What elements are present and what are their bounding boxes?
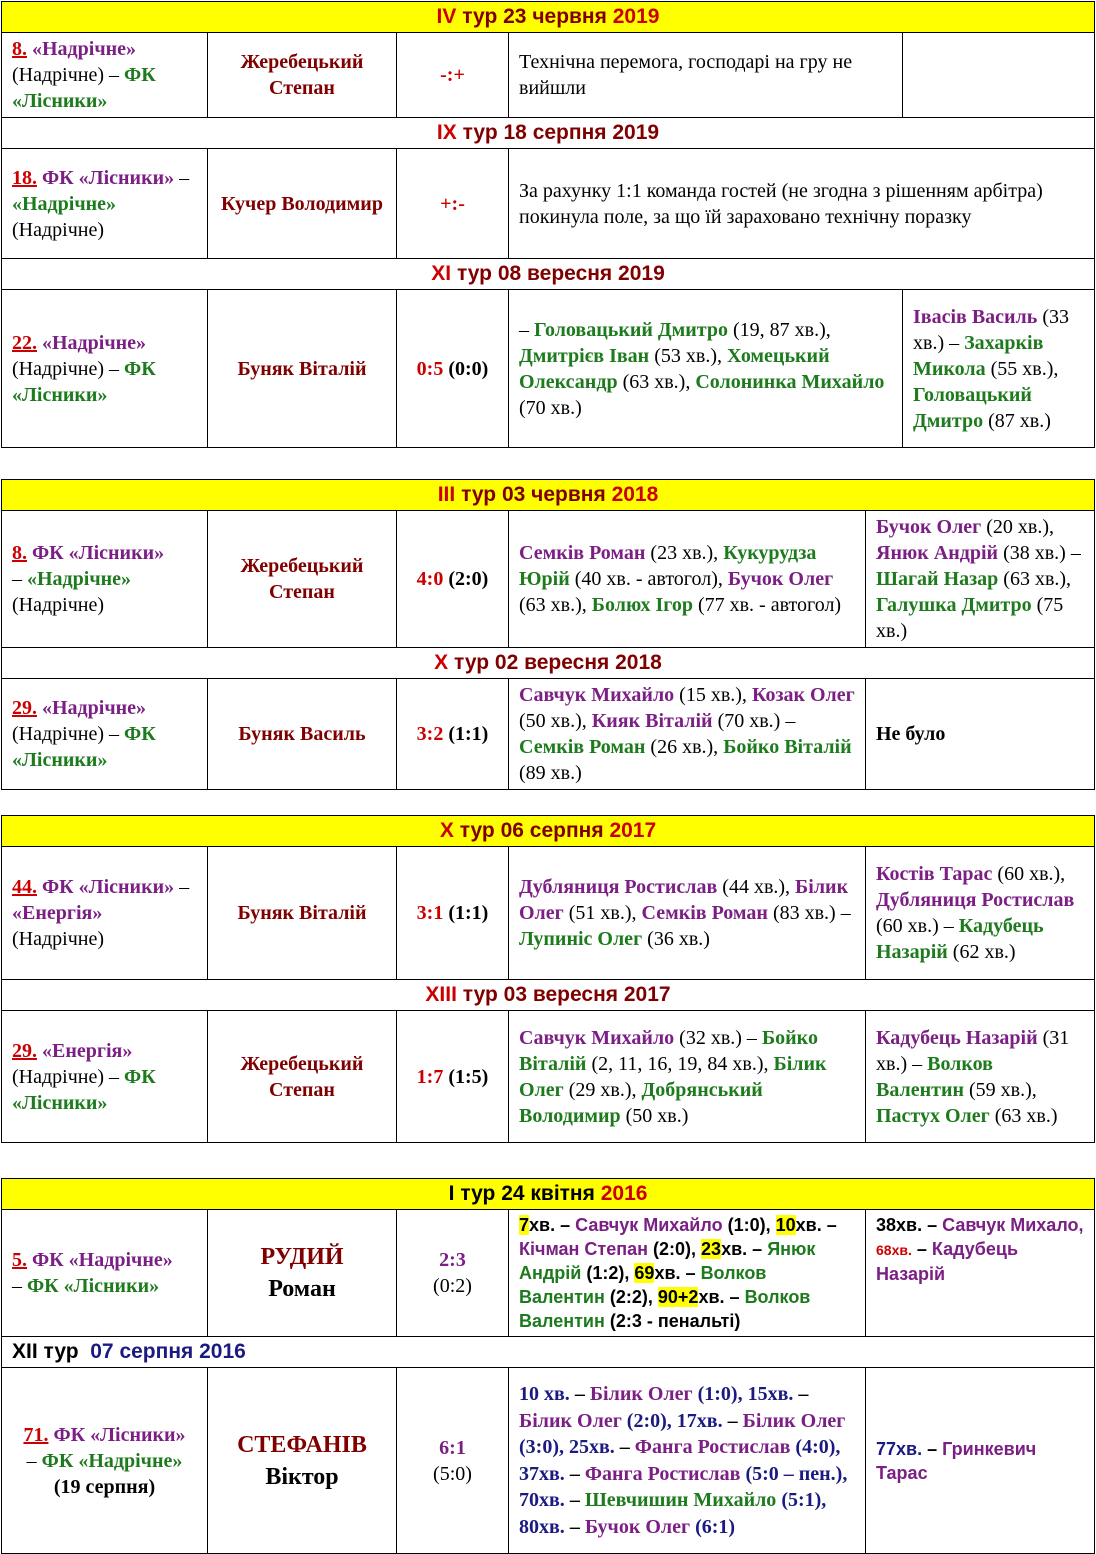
season-2017-table <box>1 815 1095 1143</box>
scorer: Савчук Михайло <box>519 684 675 706</box>
minute-unit: хв. <box>721 1239 748 1259</box>
match-teams <box>2 1368 208 1554</box>
round-header <box>2 118 1095 149</box>
match-note: Технічна перемога, господарі на гру не вийшли <box>509 33 903 118</box>
goal-time: 69 <box>634 1263 655 1283</box>
scorer: Козак Олег <box>751 684 855 706</box>
running-score: (2:0), <box>626 1409 672 1432</box>
home-team: ФК «Надрічне» <box>32 1249 173 1271</box>
dash: – <box>729 1287 740 1307</box>
score <box>397 149 509 259</box>
away-city: (Надрічне) <box>12 218 105 241</box>
home-team: «Надрічне» <box>32 38 137 60</box>
match-row <box>2 847 1095 980</box>
card-time: 38хв. <box>876 1215 923 1235</box>
round-header <box>2 648 1095 679</box>
minute: (62 хв.) <box>952 941 1016 963</box>
goals-cell <box>509 1368 866 1554</box>
goals-cell <box>509 511 866 648</box>
match-row <box>2 33 1095 118</box>
round-date: 02 вересня <box>494 651 610 674</box>
cards-cell <box>866 1368 1095 1554</box>
goals-cell <box>509 1011 866 1143</box>
goal-time: 80хв. <box>519 1515 565 1538</box>
minute: (15 хв.), <box>679 684 747 706</box>
minute: (19, 87 хв.), <box>733 318 831 341</box>
minute: (38 хв.) – <box>1003 542 1081 564</box>
goal-time: 7 <box>519 1215 530 1235</box>
round-label: тур <box>454 651 490 674</box>
match-teams <box>2 679 208 790</box>
half-time-score: (0:0) <box>448 357 489 380</box>
home-team: ФК «Лісники» <box>32 542 165 564</box>
scorer: Кукурудза Юрій <box>519 542 817 590</box>
scorer: Бучок Олег <box>584 1515 691 1538</box>
goal-time: 23 <box>701 1239 722 1259</box>
running-score: (5:1), <box>781 1489 827 1511</box>
minute: (26 хв.), <box>650 736 719 758</box>
match-number: 18. <box>12 166 37 189</box>
minute: (55 хв.), <box>990 357 1059 380</box>
minute-unit: хв. <box>795 1215 822 1235</box>
minute: (70 хв.) <box>519 396 582 419</box>
goal-time: 25хв. <box>568 1436 615 1458</box>
dash: – <box>12 568 22 590</box>
running-score: (6:1) <box>695 1515 736 1538</box>
round-number: XIII <box>425 983 457 1006</box>
round-header <box>2 259 1095 290</box>
half-time-score: (1:1) <box>448 723 489 745</box>
goal-time: 10 хв. <box>519 1383 570 1405</box>
cards-cell <box>866 847 1095 980</box>
match-number: 71. <box>23 1423 49 1446</box>
round-label: тур <box>462 983 498 1006</box>
round-header <box>2 816 1095 847</box>
away-team: «Енергія» <box>12 902 103 924</box>
minute: (44 хв.), <box>722 876 791 898</box>
referee-first-name: Роман <box>268 1276 336 1302</box>
running-score: (1:2), <box>586 1263 630 1283</box>
minute-unit: хв. <box>529 1215 556 1235</box>
card-time: 77хв. <box>876 1438 923 1459</box>
minute: (32 хв.) – <box>679 1026 757 1049</box>
round-header <box>2 980 1095 1011</box>
round-date: 24 квітня <box>501 1182 595 1205</box>
season-2019-table <box>1 1 1095 448</box>
round-date: 23 червня <box>503 5 607 28</box>
minute: (75 хв.) <box>876 594 1064 642</box>
scorer: Дубляниця Ростислав <box>519 876 718 898</box>
minute: (31 хв.) – <box>876 1026 1070 1075</box>
round-label: тур <box>461 483 497 506</box>
carded-player: Івасів Василь <box>913 305 1038 328</box>
referee: Жеребецький Степан <box>208 33 397 118</box>
away-city: (Надрічне) <box>12 594 105 616</box>
match-number: 29. <box>12 697 37 719</box>
scorer: Добрянський Володимир <box>519 1078 763 1127</box>
dash: – <box>927 1438 938 1459</box>
referee: Буняк Василь <box>208 679 397 790</box>
match-teams <box>2 1011 208 1143</box>
scorer: Білик Олег <box>589 1383 693 1405</box>
goals-cell <box>509 1210 866 1337</box>
match-row <box>2 1210 1095 1337</box>
goal-time: 37хв. <box>519 1462 565 1485</box>
home-team: ФК «Лісники» <box>42 876 175 898</box>
away-team: ФК «Надрічне» <box>41 1449 183 1472</box>
home-team: «Надрічне» <box>42 697 147 719</box>
dash: – <box>619 1436 630 1458</box>
round-header <box>2 480 1095 511</box>
away-team: «Надрічне» <box>27 568 132 590</box>
scorer: Бойко Віталій <box>723 736 852 758</box>
dash: – <box>109 723 120 745</box>
home-team: «Надрічне» <box>42 331 147 354</box>
round-label: тур <box>43 1340 79 1363</box>
minute: (89 хв.) <box>519 762 582 784</box>
home-city: (Надрічне) <box>12 1065 105 1088</box>
round-label: тур <box>459 819 495 842</box>
carded-player: Захарків Микола <box>913 331 1044 380</box>
scorer: Шевчишин Михайло <box>584 1489 777 1511</box>
match-number: 29. <box>12 1039 37 1062</box>
score <box>397 511 509 648</box>
carded-player: Шагай Назар <box>876 568 999 590</box>
away-city: (Надрічне) <box>12 928 105 950</box>
minute: (20 хв.), <box>986 516 1055 538</box>
round-year: 2019 <box>618 262 665 285</box>
minute: (60 хв.) – <box>876 915 954 937</box>
season-2018-table <box>1 479 1095 790</box>
running-score: (1:0), <box>697 1383 743 1405</box>
home-city: (Надрічне) <box>12 723 105 745</box>
scorer: Савчук Михайло <box>575 1215 723 1235</box>
carded-player: Бучок Олег <box>876 516 982 538</box>
carded-player: Галушка Дмитро <box>876 594 1032 616</box>
rescheduled-date: (19 серпня) <box>53 1475 156 1498</box>
minute: (60 хв.), <box>997 863 1066 885</box>
referee: Жеребецький Степан <box>208 511 397 648</box>
goal-time: 15хв. <box>747 1383 794 1405</box>
scorer: Білик Олег <box>519 876 849 924</box>
match-teams <box>2 149 208 259</box>
carded-player: Кадубець Назарій <box>876 1026 1038 1049</box>
match-row <box>2 679 1095 790</box>
cards-cell <box>903 290 1095 448</box>
referee-last-name: РУДИЙ <box>260 1244 344 1270</box>
cards-cell: Не було <box>866 679 1095 790</box>
round-year: 2016 <box>600 1182 648 1205</box>
round-date: 07 серпня <box>90 1340 194 1363</box>
scorer: Білик Олег <box>519 1052 827 1101</box>
scorer: Білик Олег <box>519 1409 622 1432</box>
dash: – <box>109 1065 120 1088</box>
round-date: 18 серпня <box>503 121 607 144</box>
round-number: III <box>437 483 456 506</box>
round-date: 03 червня <box>501 483 606 506</box>
scorer: Семків Роман <box>519 542 646 564</box>
minute: (83 хв.) – <box>772 902 851 924</box>
home-city: (Надрічне) <box>12 64 105 86</box>
running-score: (4:0), <box>795 1436 841 1458</box>
score-value: 2:3 <box>439 1249 466 1271</box>
half-time-score: (1:5) <box>448 1065 489 1088</box>
carded-player: Дубляниця Ростислав <box>876 889 1075 911</box>
score-value: 4:0 <box>416 568 444 590</box>
minute: (50 хв.) <box>625 1104 689 1127</box>
carded-player: Янюк Андрій <box>876 542 999 564</box>
score-value: +:- <box>440 192 465 215</box>
match-number: 22. <box>12 331 37 354</box>
dash: – <box>569 1489 580 1511</box>
score <box>397 1210 509 1337</box>
round-number: IX <box>436 121 457 144</box>
round-number: XI <box>431 262 452 285</box>
scorer: Кічман Степан <box>519 1239 648 1259</box>
carded-player: Костів Тарас <box>876 863 993 885</box>
match-row <box>2 1011 1095 1143</box>
referee <box>208 1368 397 1554</box>
scorer: Головацький Дмитро <box>534 318 728 341</box>
away-team: ФК «Лісники» <box>12 64 156 112</box>
round-number: X <box>439 819 454 842</box>
score-value: 6:1 <box>439 1436 466 1459</box>
half-time-score: (1:1) <box>448 902 489 924</box>
cards-cell <box>903 33 1095 118</box>
minute: (63 хв.), <box>519 594 587 616</box>
home-team: ФК «Лісники» <box>53 1423 186 1446</box>
scorer: Болюх Ігор <box>591 594 693 616</box>
carded-player: Волков Валентин <box>876 1052 993 1101</box>
referee: Кучер Володимир <box>208 149 397 259</box>
minute: (33 хв.) – <box>913 305 1070 354</box>
dash: – <box>927 1215 938 1235</box>
scorer: Волков Валентин <box>519 1263 767 1307</box>
home-team: ФК «Лісники» <box>42 166 175 189</box>
match-number: 5. <box>12 1249 27 1271</box>
dash: – <box>179 876 190 898</box>
round-number: I <box>448 1182 455 1205</box>
round-label: тур <box>462 5 498 28</box>
carded-player: Головацький Дмитро <box>913 383 1032 432</box>
score <box>397 33 509 118</box>
minute: (51 хв.), <box>568 902 637 924</box>
dash: – <box>519 318 529 341</box>
round-date: 06 серпня <box>500 819 604 842</box>
referee: Жеребецький Степан <box>208 1011 397 1143</box>
score <box>397 679 509 790</box>
round-year: 2016 <box>199 1340 246 1363</box>
goal-time: 17хв. <box>676 1409 723 1432</box>
score <box>397 847 509 980</box>
round-date: 03 вересня <box>503 983 619 1006</box>
away-team: «Надрічне» <box>12 192 117 215</box>
scorer: Солонинка Михайло <box>695 370 885 393</box>
home-team: «Енергія» <box>42 1039 133 1062</box>
scorer: Дмитрієв Іван <box>519 344 650 367</box>
round-number: X <box>434 651 449 674</box>
scorer: Кияк Віталій <box>591 710 713 732</box>
running-score: (3:0), <box>519 1436 564 1458</box>
match-number: 44. <box>12 876 37 898</box>
running-score: (5:0 – пен.), <box>745 1462 848 1485</box>
match-row <box>2 1368 1095 1554</box>
minute: (63 хв.), <box>622 370 691 393</box>
round-date: 08 вересня <box>497 262 613 285</box>
minute: (23 хв.), <box>650 542 719 564</box>
goals-cell <box>509 290 903 448</box>
match-teams <box>2 290 208 448</box>
half-time-score: (0:2) <box>433 1275 472 1297</box>
score-value: 0:5 <box>416 357 444 380</box>
season-2016-table <box>1 1178 1095 1554</box>
match-row <box>2 511 1095 648</box>
score-value: 3:2 <box>416 723 444 745</box>
scorer: Білик Олег <box>742 1409 846 1432</box>
round-number: IV <box>436 5 457 28</box>
dash: – <box>560 1215 571 1235</box>
match-teams <box>2 33 208 118</box>
match-number: 8. <box>12 542 27 564</box>
dash: – <box>569 1515 580 1538</box>
scorer: Волков Валентин <box>519 1287 811 1331</box>
scorer: Савчук Михайло <box>519 1026 675 1049</box>
scorer: Янюк Андрій <box>519 1239 816 1283</box>
match-note: За рахунку 1:1 команда гостей (не згодна з рішенням арбітра) покинула поле, за що їй зараховано технічну поразку <box>509 149 1095 259</box>
referee-last-name: СТЕФАНІВ <box>237 1431 367 1458</box>
score <box>397 290 509 448</box>
dash: – <box>179 166 190 189</box>
half-time-score: (2:0) <box>448 568 489 590</box>
cards-cell <box>866 511 1095 648</box>
running-score: (2:0), <box>653 1239 697 1259</box>
goals-cell <box>509 679 866 790</box>
dash: – <box>798 1383 809 1405</box>
half-time-score: (5:0) <box>433 1462 472 1485</box>
round-year: 2017 <box>623 983 671 1006</box>
running-score: (2:2), <box>609 1287 653 1307</box>
round-header <box>2 2 1095 33</box>
score-value: 3:1 <box>416 902 444 924</box>
referee: Буняк Віталій <box>208 847 397 980</box>
carded-player: Кадубець Назарій <box>876 915 1044 963</box>
dash: – <box>12 1275 22 1297</box>
minute-unit: хв. <box>654 1263 681 1283</box>
dash: – <box>26 1449 37 1472</box>
minute: (70 хв.) – <box>717 710 796 732</box>
dash: – <box>826 1215 837 1235</box>
dash: – <box>916 1239 927 1259</box>
goal-time: 90+2 <box>657 1287 699 1307</box>
scorer: Бойко Віталій <box>519 1026 818 1075</box>
dash: – <box>685 1263 696 1283</box>
minute: (59 хв.), <box>969 1078 1037 1101</box>
scorer: Семків Роман <box>641 902 768 924</box>
match-row <box>2 290 1095 448</box>
minute: (50 хв.), <box>519 710 587 732</box>
minute: (87 хв.) <box>988 409 1051 432</box>
dash: – <box>752 1239 763 1259</box>
minute: (77 хв. - автогол) <box>697 594 842 616</box>
match-number: 8. <box>12 38 27 60</box>
score-value: -:+ <box>440 64 465 86</box>
round-year: 2019 <box>612 121 660 144</box>
round-label: тур <box>462 121 498 144</box>
minute: (36 хв.) <box>647 928 710 950</box>
minute: (63 хв.) <box>994 1104 1058 1127</box>
match-row <box>2 149 1095 259</box>
round-label: тур <box>460 1182 496 1205</box>
carded-player: Кадубець Назарій <box>876 1239 1019 1284</box>
carded-player: Савчук Михало, <box>942 1215 1084 1235</box>
card-time: 68хв. <box>876 1242 912 1258</box>
running-score: (2:3 - пенальті) <box>609 1311 741 1331</box>
scorer: Хомецький Олександр <box>519 344 830 393</box>
carded-player: Пастух Олег <box>876 1104 990 1127</box>
minute: (2, 11, 16, 19, 84 хв.), <box>591 1052 769 1075</box>
match-teams <box>2 1210 208 1337</box>
dash: – <box>727 1409 738 1432</box>
dash: – <box>569 1462 580 1485</box>
referee: Буняк Віталій <box>208 290 397 448</box>
dash: – <box>109 64 120 86</box>
goals-cell <box>509 847 866 980</box>
dash: – <box>109 357 120 380</box>
round-header <box>2 1337 1095 1368</box>
round-year: 2019 <box>612 5 660 28</box>
round-header <box>2 1179 1095 1210</box>
home-city: (Надрічне) <box>12 357 105 380</box>
score-value: 1:7 <box>416 1065 444 1088</box>
scorer: Фанга Ростислав <box>634 1436 791 1458</box>
away-team: ФК «Лісники» <box>27 1275 160 1297</box>
running-score: (1:0), <box>727 1215 771 1235</box>
cards-cell <box>866 1210 1095 1337</box>
scorer: Лупиніс Олег <box>519 928 643 950</box>
score <box>397 1011 509 1143</box>
match-teams <box>2 847 208 980</box>
minute: (40 хв. - автогол), <box>574 568 723 590</box>
round-year: 2017 <box>609 819 657 842</box>
round-year: 2018 <box>615 651 662 674</box>
match-teams <box>2 511 208 648</box>
round-label: тур <box>456 262 492 285</box>
round-year: 2018 <box>611 483 659 506</box>
minute: (53 хв.), <box>654 344 722 367</box>
scorer: Бучок Олег <box>727 568 834 590</box>
referee <box>208 1210 397 1337</box>
round-number: XII <box>12 1340 38 1363</box>
carded-player: Гринкевич Тарас <box>876 1438 1037 1483</box>
minute: (63 хв.), <box>1003 568 1072 590</box>
minute-unit: хв. <box>698 1287 725 1307</box>
dash: – <box>574 1383 585 1405</box>
cards-cell <box>866 1011 1095 1143</box>
goal-time: 10 <box>775 1215 796 1235</box>
away-team: ФК «Лісники» <box>12 1065 156 1114</box>
away-team: ФК «Лісники» <box>12 723 156 771</box>
minute: (29 хв.), <box>568 1078 637 1101</box>
scorer: Фанга Ростислав <box>584 1462 741 1485</box>
score <box>397 1368 509 1554</box>
referee-first-name: Віктор <box>265 1463 339 1490</box>
scorer: Семків Роман <box>519 736 646 758</box>
away-team: ФК «Лісники» <box>12 357 156 406</box>
goal-time: 70хв. <box>519 1489 565 1511</box>
